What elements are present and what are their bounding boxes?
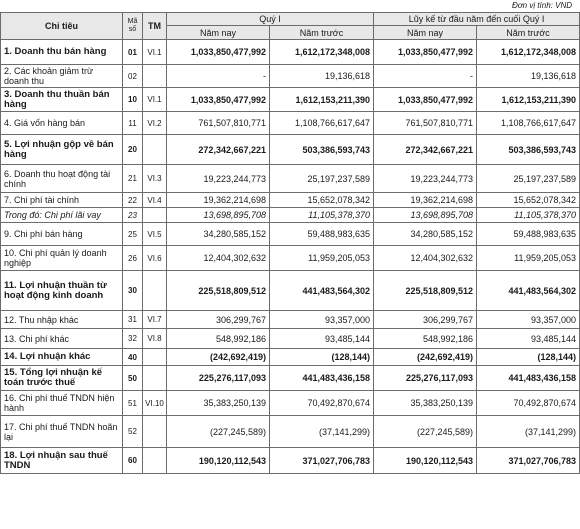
row-cumulative-current: 12,404,302,632 — [374, 246, 477, 271]
row-label: 2. Các khoản giảm trừ doanh thu — [1, 65, 123, 88]
row-quarter-prior: 11,959,205,053 — [270, 246, 374, 271]
header-cumulative: Lũy kế từ đầu năm đến cuối Quý I — [374, 13, 580, 26]
row-code: 25 — [123, 223, 143, 246]
row-quarter-current: 13,698,895,708 — [167, 208, 270, 223]
row-quarter-prior: 93,485,144 — [270, 329, 374, 349]
row-cumulative-current: 1,033,850,477,992 — [374, 88, 477, 112]
table-row — [1, 40, 580, 65]
row-quarter-current: 12,404,302,632 — [167, 246, 270, 271]
row-note: VI.1 — [143, 88, 167, 112]
row-label: 3. Doanh thu thuần bán hàng — [1, 88, 123, 112]
table-row — [1, 366, 580, 391]
row-code: 01 — [123, 40, 143, 65]
row-cumulative-prior: 1,612,172,348,008 — [477, 40, 580, 65]
row-code: 26 — [123, 246, 143, 271]
unit-note: Đơn vị tính: VND — [512, 1, 572, 10]
table-row — [1, 135, 580, 165]
row-label: 10. Chi phí quản lý doanh nghiệp — [1, 246, 123, 271]
row-code: 23 — [123, 208, 143, 223]
row-label: 17. Chi phí thuế TNDN hoãn lại — [1, 416, 123, 448]
row-note — [143, 349, 167, 366]
row-code: 20 — [123, 135, 143, 165]
row-code: 60 — [123, 448, 143, 474]
row-quarter-current: 190,120,112,543 — [167, 448, 270, 474]
row-cumulative-current: 35,383,250,139 — [374, 391, 477, 416]
row-code: 10 — [123, 88, 143, 112]
row-cumulative-current: 225,518,809,512 — [374, 271, 477, 311]
row-note — [143, 271, 167, 311]
row-quarter-prior: 503,386,593,743 — [270, 135, 374, 165]
row-quarter-prior: 59,488,983,635 — [270, 223, 374, 246]
row-cumulative-prior: 15,652,078,342 — [477, 193, 580, 208]
row-quarter-current: 306,299,767 — [167, 311, 270, 329]
row-quarter-current: 272,342,667,221 — [167, 135, 270, 165]
row-code: 40 — [123, 349, 143, 366]
header-cumulative-prior-year: Năm trước — [477, 26, 580, 40]
row-cumulative-current: 1,033,850,477,992 — [374, 40, 477, 65]
row-cumulative-prior: (128,144) — [477, 349, 580, 366]
row-label: 12. Thu nhập khác — [1, 311, 123, 329]
row-label: 15. Tổng lợi nhuận kế toán trước thuế — [1, 366, 123, 391]
row-label: 1. Doanh thu bán hàng — [1, 40, 123, 65]
row-note: VI.10 — [143, 391, 167, 416]
row-note: VI.2 — [143, 112, 167, 135]
row-quarter-current: 19,362,214,698 — [167, 193, 270, 208]
row-cumulative-prior: 93,357,000 — [477, 311, 580, 329]
row-note — [143, 448, 167, 474]
row-quarter-current: (242,692,419) — [167, 349, 270, 366]
row-quarter-current: 1,033,850,477,992 — [167, 88, 270, 112]
row-quarter-current: 225,276,117,093 — [167, 366, 270, 391]
row-cumulative-current: 13,698,895,708 — [374, 208, 477, 223]
table-row — [1, 208, 580, 223]
row-cumulative-current: 19,362,214,698 — [374, 193, 477, 208]
row-cumulative-current: 225,276,117,093 — [374, 366, 477, 391]
row-quarter-prior: 441,483,436,158 — [270, 366, 374, 391]
row-cumulative-current: 548,992,186 — [374, 329, 477, 349]
header-tm: TM — [143, 13, 167, 40]
header-ma-so: Mã số — [123, 13, 143, 40]
row-note: VI.4 — [143, 193, 167, 208]
row-quarter-prior: 1,612,153,211,390 — [270, 88, 374, 112]
row-quarter-current: 19,223,244,773 — [167, 165, 270, 193]
row-quarter-prior: 371,027,706,783 — [270, 448, 374, 474]
row-quarter-prior: 11,105,378,370 — [270, 208, 374, 223]
row-label: 9. Chi phí bán hàng — [1, 223, 123, 246]
row-quarter-prior: 441,483,564,302 — [270, 271, 374, 311]
header-cumulative-current-year: Năm nay — [374, 26, 477, 40]
row-quarter-prior: 15,652,078,342 — [270, 193, 374, 208]
statement-rows — [1, 40, 580, 474]
table-row — [1, 311, 580, 329]
row-note: VI.6 — [143, 246, 167, 271]
header-quarter-current-year: Năm nay — [167, 26, 270, 40]
header-quarter-prior-year: Năm trước — [270, 26, 374, 40]
row-quarter-current: 1,033,850,477,992 — [167, 40, 270, 65]
row-quarter-prior: 93,357,000 — [270, 311, 374, 329]
row-cumulative-prior: 503,386,593,743 — [477, 135, 580, 165]
row-quarter-current: 761,507,810,771 — [167, 112, 270, 135]
row-cumulative-prior: 59,488,983,635 — [477, 223, 580, 246]
row-quarter-prior: 1,612,172,348,008 — [270, 40, 374, 65]
row-cumulative-prior: 1,108,766,617,647 — [477, 112, 580, 135]
table-row — [1, 223, 580, 246]
row-cumulative-prior: 441,483,436,158 — [477, 366, 580, 391]
row-cumulative-current: 272,342,667,221 — [374, 135, 477, 165]
row-cumulative-current: (227,245,589) — [374, 416, 477, 448]
row-code: 32 — [123, 329, 143, 349]
income-statement-table — [0, 12, 580, 474]
row-note — [143, 65, 167, 88]
row-cumulative-current: (242,692,419) — [374, 349, 477, 366]
row-label: 18. Lợi nhuận sau thuế TNDN — [1, 448, 123, 474]
row-note — [143, 208, 167, 223]
table-row — [1, 88, 580, 112]
row-note: VI.7 — [143, 311, 167, 329]
table-row — [1, 448, 580, 474]
header-chi-tieu: Chỉ tiêu — [1, 13, 123, 40]
table-row — [1, 246, 580, 271]
row-quarter-prior: 25,197,237,589 — [270, 165, 374, 193]
row-cumulative-prior: 371,027,706,783 — [477, 448, 580, 474]
table-row — [1, 329, 580, 349]
row-label: 4. Giá vốn hàng bán — [1, 112, 123, 135]
table-row — [1, 65, 580, 88]
row-cumulative-current: 19,223,244,773 — [374, 165, 477, 193]
row-note: VI.8 — [143, 329, 167, 349]
row-label: 6. Doanh thu hoạt động tài chính — [1, 165, 123, 193]
row-quarter-current: - — [167, 65, 270, 88]
row-quarter-current: 548,992,186 — [167, 329, 270, 349]
row-cumulative-current: 306,299,767 — [374, 311, 477, 329]
row-cumulative-current: 190,120,112,543 — [374, 448, 477, 474]
row-quarter-prior: 19,136,618 — [270, 65, 374, 88]
row-note: VI.1 — [143, 40, 167, 65]
row-label: 5. Lợi nhuận gộp về bán hàng — [1, 135, 123, 165]
row-quarter-current: 225,518,809,512 — [167, 271, 270, 311]
row-note: VI.5 — [143, 223, 167, 246]
row-cumulative-current: 761,507,810,771 — [374, 112, 477, 135]
row-quarter-prior: (37,141,299) — [270, 416, 374, 448]
row-cumulative-prior: 70,492,870,674 — [477, 391, 580, 416]
table-row — [1, 349, 580, 366]
row-cumulative-prior: 19,136,618 — [477, 65, 580, 88]
row-quarter-current: 35,383,250,139 — [167, 391, 270, 416]
row-cumulative-prior: 25,197,237,589 — [477, 165, 580, 193]
row-code: 11 — [123, 112, 143, 135]
row-cumulative-prior: 93,485,144 — [477, 329, 580, 349]
row-code: 30 — [123, 271, 143, 311]
row-note: VI.3 — [143, 165, 167, 193]
row-cumulative-prior: 11,105,378,370 — [477, 208, 580, 223]
row-quarter-prior: 70,492,870,674 — [270, 391, 374, 416]
row-quarter-prior: 1,108,766,617,647 — [270, 112, 374, 135]
row-label: Trong đó: Chi phí lãi vay — [1, 208, 123, 223]
row-code: 02 — [123, 65, 143, 88]
table-row — [1, 391, 580, 416]
row-cumulative-current: 34,280,585,152 — [374, 223, 477, 246]
row-label: 13. Chi phí khác — [1, 329, 123, 349]
row-quarter-prior: (128,144) — [270, 349, 374, 366]
row-quarter-current: (227,245,589) — [167, 416, 270, 448]
table-row — [1, 112, 580, 135]
row-cumulative-prior: 1,612,153,211,390 — [477, 88, 580, 112]
row-label: 14. Lợi nhuận khác — [1, 349, 123, 366]
row-label: 11. Lợi nhuận thuần từ hoạt động kinh doanh — [1, 271, 123, 311]
row-cumulative-prior: 441,483,564,302 — [477, 271, 580, 311]
table-row — [1, 271, 580, 311]
row-code: 50 — [123, 366, 143, 391]
row-cumulative-current: - — [374, 65, 477, 88]
row-code: 21 — [123, 165, 143, 193]
row-note — [143, 135, 167, 165]
table-row — [1, 193, 580, 208]
table-row — [1, 416, 580, 448]
row-cumulative-prior: 11,959,205,053 — [477, 246, 580, 271]
row-code: 52 — [123, 416, 143, 448]
row-cumulative-prior: (37,141,299) — [477, 416, 580, 448]
row-code: 22 — [123, 193, 143, 208]
row-label: 16. Chi phí thuế TNDN hiện hành — [1, 391, 123, 416]
row-quarter-current: 34,280,585,152 — [167, 223, 270, 246]
row-code: 51 — [123, 391, 143, 416]
row-label: 7. Chi phí tài chính — [1, 193, 123, 208]
table-row — [1, 165, 580, 193]
row-code: 31 — [123, 311, 143, 329]
header-quarter: Quý I — [167, 13, 374, 26]
row-note — [143, 416, 167, 448]
row-note — [143, 366, 167, 391]
